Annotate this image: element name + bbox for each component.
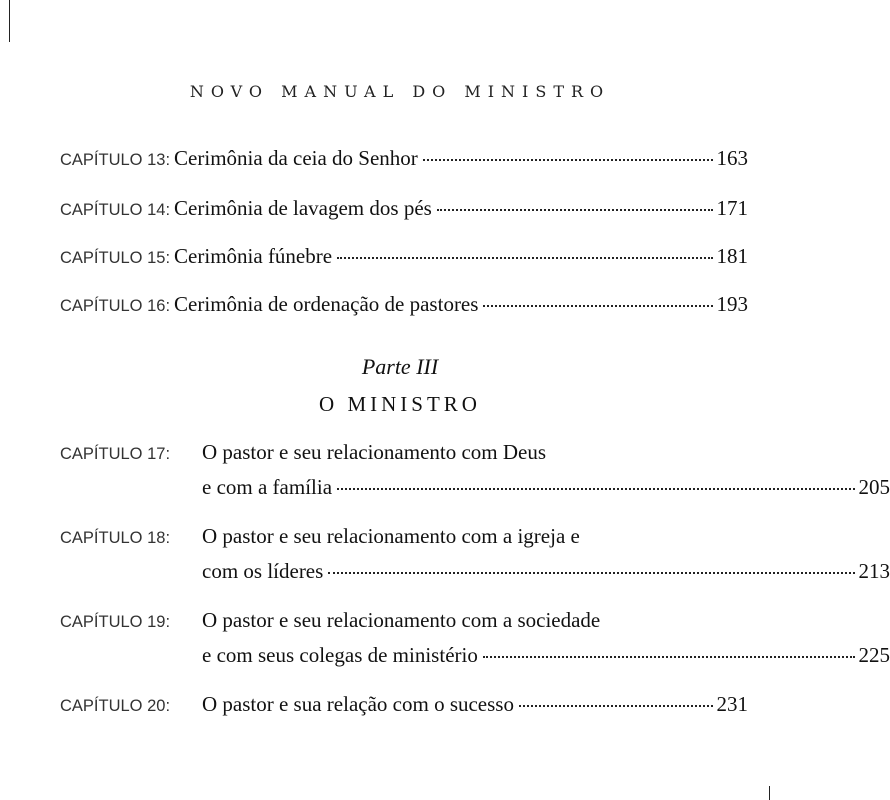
toc-entry-chapter-20[interactable] xyxy=(60,692,748,717)
chapter-label: CAPÍTULO 15: xyxy=(60,249,171,267)
running-head: NOVO MANUAL DO MINISTRO xyxy=(189,82,611,101)
chapter-label: CAPÍTULO 13: xyxy=(60,151,171,169)
page-number: 171 xyxy=(716,196,748,220)
page-number: 181 xyxy=(716,244,748,268)
chapter-title-line1: O pastor e seu relacionamento com a igreja e xyxy=(202,524,580,548)
dot-leader xyxy=(337,488,854,490)
chapter-title-line2: e com a família xyxy=(202,475,333,499)
toc-entry-chapter-18[interactable] xyxy=(60,524,890,584)
chapter-label: CAPÍTULO 20: xyxy=(60,697,171,715)
chapter-title: Cerimônia da ceia do Senhor xyxy=(174,146,418,170)
chapter-title: O pastor e sua relação com o sucesso xyxy=(202,692,514,716)
chapter-title: Cerimônia fúnebre xyxy=(174,244,333,268)
toc-entry-chapter-13[interactable] xyxy=(60,146,748,171)
part-title: O MINISTRO xyxy=(319,392,481,416)
dot-leader xyxy=(337,257,712,259)
toc-entry-chapter-15[interactable] xyxy=(60,244,748,269)
chapter-title-line1: O pastor e seu relacionamento com a sociedade xyxy=(202,608,601,632)
page-number: 213 xyxy=(858,559,890,583)
toc-entry-chapter-19[interactable] xyxy=(60,608,890,668)
page-number: 231 xyxy=(716,692,748,716)
page-number: 225 xyxy=(858,643,890,667)
dot-leader xyxy=(483,656,855,658)
chapter-label: CAPÍTULO 17: xyxy=(60,445,171,463)
toc-entry-chapter-14[interactable] xyxy=(60,196,748,221)
page-number: 163 xyxy=(716,146,748,170)
crop-mark-top-left xyxy=(0,0,10,42)
chapter-label: CAPÍTULO 16: xyxy=(60,297,171,315)
chapter-title-line1: O pastor e seu relacionamento com Deus xyxy=(202,440,547,464)
toc-entry-chapter-17[interactable] xyxy=(60,440,890,500)
chapter-label: CAPÍTULO 18: xyxy=(60,529,171,547)
toc-entry-chapter-16[interactable] xyxy=(60,292,748,317)
chapter-label: CAPÍTULO 14: xyxy=(60,201,171,219)
chapter-title: Cerimônia de ordenação de pastores xyxy=(174,292,479,316)
dot-leader xyxy=(328,572,854,574)
crop-mark-bottom-right xyxy=(769,786,800,800)
page-number: 205 xyxy=(858,475,890,499)
page-number: 193 xyxy=(716,292,748,316)
chapter-title-line2: e com seus colegas de ministério xyxy=(202,643,478,667)
chapter-label: CAPÍTULO 19: xyxy=(60,613,171,631)
chapter-title-line2: com os líderes xyxy=(202,559,324,583)
dot-leader xyxy=(437,209,713,211)
dot-leader xyxy=(519,705,713,707)
dot-leader xyxy=(423,159,713,161)
dot-leader xyxy=(483,305,712,307)
chapter-title: Cerimônia de lavagem dos pés xyxy=(174,196,432,220)
part-label: Parte III xyxy=(361,354,439,379)
